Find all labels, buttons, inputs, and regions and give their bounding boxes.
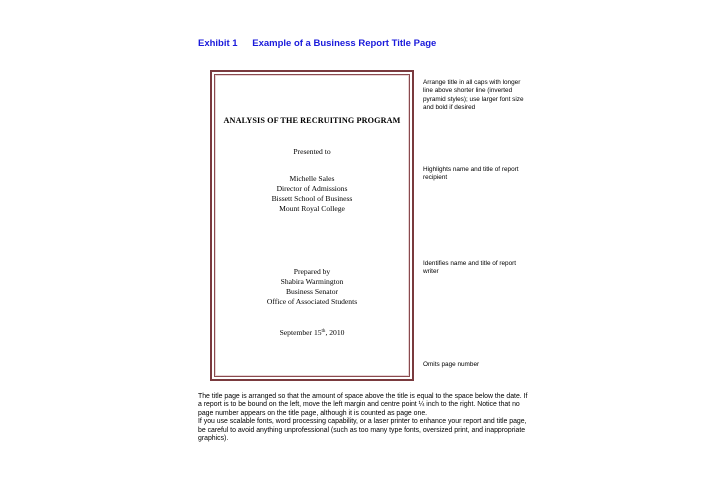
date-month-day: September 15 [279,328,322,337]
note-title-format: Arrange title in all caps with longer line above shorter line (inverted pyramid styles); use larger font size and bold if desired [423,79,524,112]
note-writer: Identifies name and title of report writer [423,260,517,276]
writer-name: Shabira Warmington [280,277,344,286]
recipient-block [215,174,409,214]
date-suffix: th [321,329,326,334]
prepared-by-label: Prepared by [293,267,331,276]
recipient-college: Mount Royal College [279,204,345,213]
exhibit-title: Example of a Business Report Title Page [252,38,437,49]
exhibit-number: Exhibit 1 [198,38,238,49]
recipient-school: Bissett School of Business [271,194,353,203]
writer-block [215,267,409,307]
date-year: , 2010 [325,328,345,337]
exhibit-heading [198,38,436,49]
title-page-sample [210,70,414,381]
explanation-paragraph-1: The title page is arranged so that the amount of space above the title is equal to the space below the date. If a report is to be bound on the left, move the left margin and centre point ¼ inch to the right. Notice that no page number appears on the title page, although it is counted as page one. [198,393,528,417]
note-recipient: Highlights name and title of report recipient [423,166,519,182]
report-title: ANALYSIS OF THE RECRUITING PROGRAM [223,116,401,125]
explanation-text [198,393,528,443]
report-date [215,328,409,338]
recipient-name: Michelle Sales [289,174,335,183]
presented-to-label: Presented to [293,147,331,156]
writer-office: Office of Associated Students [266,297,358,306]
explanation-paragraph-2: If you use scalable fonts, word processing capability, or a laser printer to enhance your report and title page, be careful to avoid anything unprofessional (such as too many type fonts, oversized print, and inappropriate graphics). [198,418,527,443]
note-page-number: Omits page number [423,361,480,368]
title-page-inner-border [214,74,410,377]
writer-title: Business Senator [285,287,339,296]
recipient-title: Director of Admissions [276,184,348,193]
